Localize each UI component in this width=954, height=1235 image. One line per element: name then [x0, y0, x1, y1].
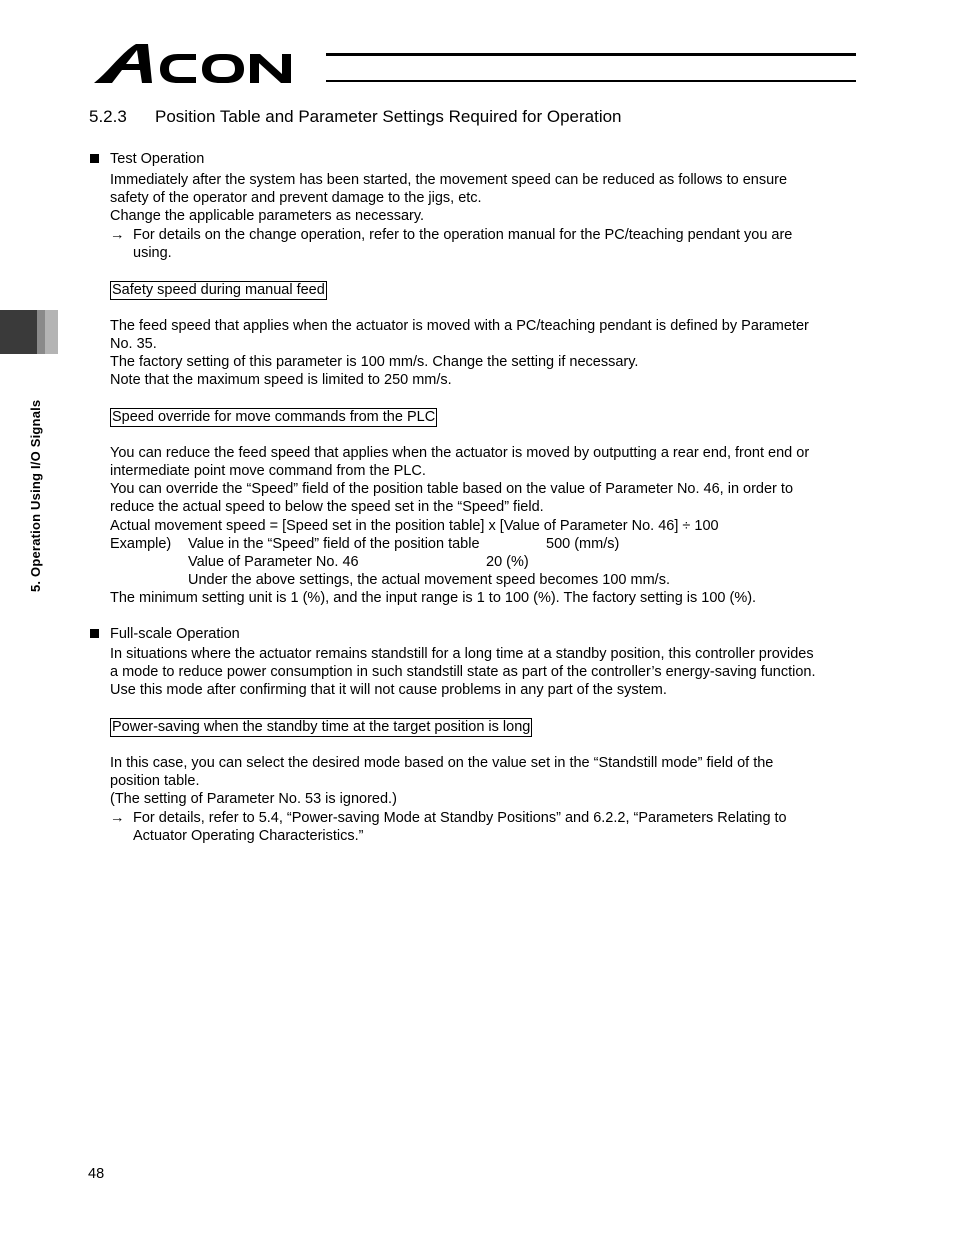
acon-logo	[92, 40, 332, 86]
paragraph-line: In this case, you can select the desired mode based on the value set in the “Standstill mode” field of the	[110, 755, 774, 771]
reference-line: For details on the change operation, refer to the operation manual for the PC/teaching pendant you are	[133, 227, 793, 243]
section-title: Position Table and Parameter Settings Required for Operation	[155, 107, 622, 126]
paragraph-line: The factory setting of this parameter is 100 mm/s. Change the setting if necessary.	[110, 354, 639, 370]
paragraph-line: Immediately after the system has been started, the movement speed can be reduced as follows to ensure	[110, 172, 788, 188]
paragraph-line: The feed speed that applies when the actuator is moved with a PC/teaching pendant is defined by Parameter	[110, 318, 809, 334]
reference-line: using.	[133, 245, 172, 261]
paragraph-line: You can reduce the feed speed that applies when the actuator is moved by outputting a rear end, front end or	[110, 445, 810, 461]
bullet-square-icon	[90, 629, 99, 638]
paragraph-line: position table.	[110, 773, 200, 789]
full-scale-heading: Full-scale Operation	[110, 626, 240, 642]
example-label: Example)	[110, 536, 172, 552]
paragraph-line: Change the applicable parameters as necessary.	[110, 208, 425, 224]
paragraph-line: intermediate point move command from the PLC.	[110, 463, 426, 479]
page-number: 48	[88, 1166, 105, 1182]
paragraph-line: No. 35.	[110, 336, 157, 352]
example-result: Under the above settings, the actual movement speed becomes 100 mm/s.	[188, 572, 670, 588]
boxed-subheading-power-saving: Power-saving when the standby time at the target position is long	[112, 719, 531, 735]
paragraph-line: Note that the maximum speed is limited to 250 mm/s.	[110, 372, 452, 388]
boxed-subheading-speed-override: Speed override for move commands from the PLC	[112, 409, 436, 425]
right-arrow-icon: →	[110, 810, 125, 826]
paragraph-line: a mode to reduce power consumption in such standstill state as part of the controller’s energy-saving function.	[110, 664, 816, 680]
test-operation-heading: Test Operation	[110, 151, 205, 167]
chapter-side-label: 5. Operation Using I/O Signals	[28, 399, 43, 592]
header-rule-bottom	[326, 80, 856, 82]
paragraph-line: safety of the operator and prevent damage to the jigs, etc.	[110, 190, 482, 206]
example-row-value: 20 (%)	[486, 554, 529, 570]
example-row-value: 500 (mm/s)	[546, 536, 620, 552]
paragraph-line: (The setting of Parameter No. 53 is ignored.)	[110, 791, 397, 807]
bullet-square-icon	[90, 154, 99, 163]
section-number: 5.2.3	[89, 107, 127, 126]
example-row-label: Value in the “Speed” field of the position table	[188, 536, 480, 552]
paragraph-line: reduce the actual speed to below the speed set in the “Speed” field.	[110, 499, 544, 515]
header-rule-top	[326, 53, 856, 56]
logo-text: ACON	[92, 40, 95, 41]
chapter-tab-marker	[0, 310, 58, 354]
formula-line: Actual movement speed = [Speed set in the position table] x [Value of Parameter No. 46] ÷ 100	[110, 518, 719, 534]
section-heading	[89, 107, 622, 127]
example-row-label: Value of Parameter No. 46	[188, 554, 359, 570]
paragraph-line: You can override the “Speed” field of the position table based on the value of Parameter No. 46, in order to	[110, 481, 794, 497]
reference-line: Actuator Operating Characteristics.”	[133, 828, 364, 844]
paragraph-line: The minimum setting unit is 1 (%), and the input range is 1 to 100 (%). The factory setting is 100 (%).	[110, 590, 757, 606]
paragraph-line: Use this mode after confirming that it will not cause problems in any part of the system.	[110, 682, 667, 698]
boxed-subheading-safety-speed: Safety speed during manual feed	[112, 282, 325, 298]
reference-line: For details, refer to 5.4, “Power-saving Mode at Standby Positions” and 6.2.2, “Parameters Relating to	[133, 810, 787, 826]
right-arrow-icon: →	[110, 227, 125, 243]
paragraph-line: In situations where the actuator remains standstill for a long time at a standby position, this controller provides	[110, 646, 814, 662]
